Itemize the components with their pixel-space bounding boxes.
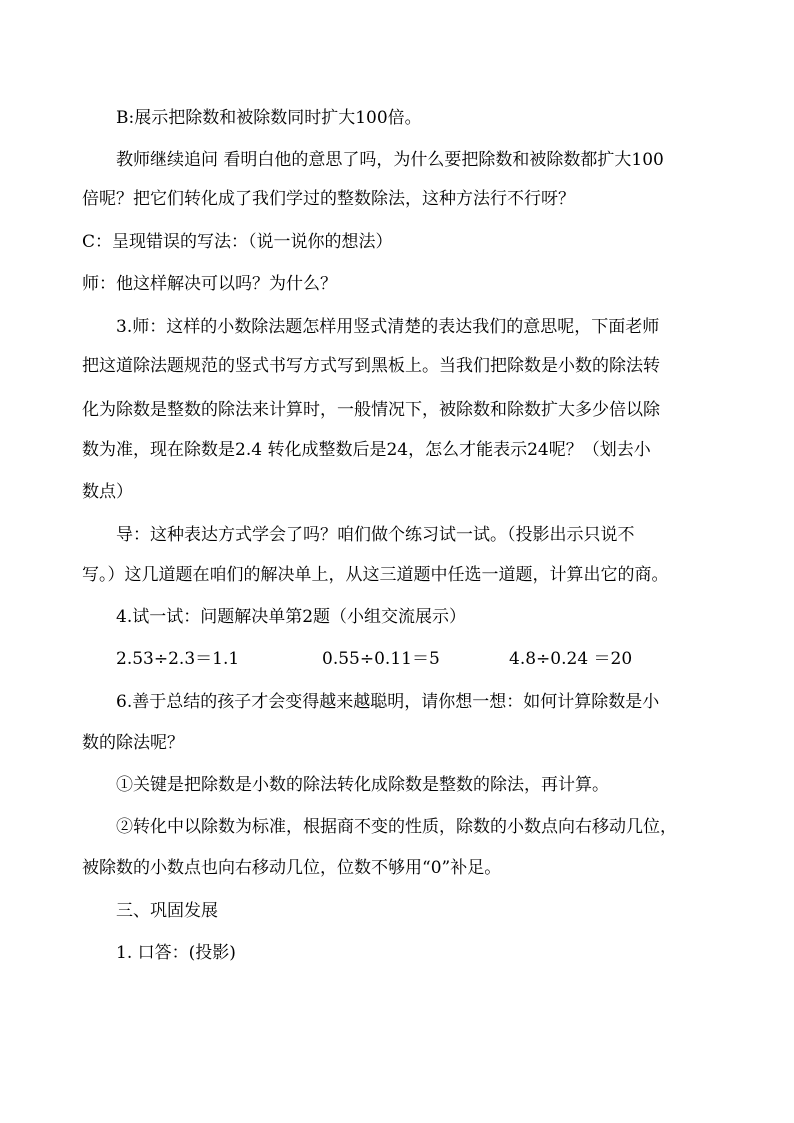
paragraph-3-line2: 把这道除法题规范的竖式书写方式写到黑板上。当我们把除数是小数的除法转 — [82, 356, 660, 376]
paragraph-3-line3: 化为除数是整数的除法来计算时，一般情况下，被除数和除数扩大多少倍以除 — [82, 400, 660, 420]
paragraph-guide-line1: 导：这种表达方式学会了吗？咱们做个练习试一试。（投影出示只说不 — [116, 525, 635, 545]
paragraph-convert-line1: ②转化中以除数为标准，根据商不变的性质，除数的小数点向右移动几位， — [116, 817, 677, 837]
paragraph-oral-answer: 1. 口答：(投影) — [116, 943, 236, 963]
paragraph-4-try: 4.试一试：问题解决单第2题（小组交流展示） — [116, 607, 467, 627]
paragraph-b-display: B:展示把除数和被除数同时扩大100倍。 — [116, 108, 422, 128]
paragraph-teacher-question-line1: 教师继续追问 看明白他的意思了吗，为什么要把除数和被除数都扩大100 — [116, 150, 664, 170]
equation-2: 0.55÷0.11＝5 — [322, 649, 440, 669]
paragraph-guide-line2: 写。）这几道题在咱们的解决单上，从这三道题中任选一道题，计算出它的商。 — [82, 565, 669, 585]
paragraph-3-line1: 3.师：这样的小数除法题怎样用竖式清楚的表达我们的意思呢，下面老师 — [116, 317, 660, 337]
paragraph-teacher-question-line2: 倍呢？把它们转化成了我们学过的整数除法，这种方法行不行呀？ — [82, 189, 575, 209]
equation-1: 2.53÷2.3＝1.1 — [116, 649, 240, 669]
paragraph-teacher-ask: 师：他这样解决可以吗？为什么？ — [82, 274, 337, 294]
equation-3: 4.8÷0.24 ＝20 — [509, 649, 633, 669]
paragraph-3-line4: 数为准，现在除数是2.4 转化成整数后是24，怎么才能表示24呢？（划去小 — [82, 440, 651, 460]
paragraph-6-line2: 数的除法呢？ — [82, 733, 184, 753]
section-heading-consolidate: 三、巩固发展 — [116, 901, 218, 921]
paragraph-6-line1: 6.善于总结的孩子才会变得越来越聪明，请你想一想：如何计算除数是小 — [116, 692, 660, 712]
paragraph-c-wrong-method: C：呈现错误的写法：（说一说你的想法） — [82, 232, 393, 252]
paragraph-3-line5: 数点） — [82, 482, 133, 502]
paragraph-key-point: ①关键是把除数是小数的除法转化成除数是整数的除法，再计算。 — [116, 775, 609, 795]
paragraph-convert-line2: 被除数的小数点也向右移动几位，位数不够用“0”补足。 — [82, 858, 502, 878]
